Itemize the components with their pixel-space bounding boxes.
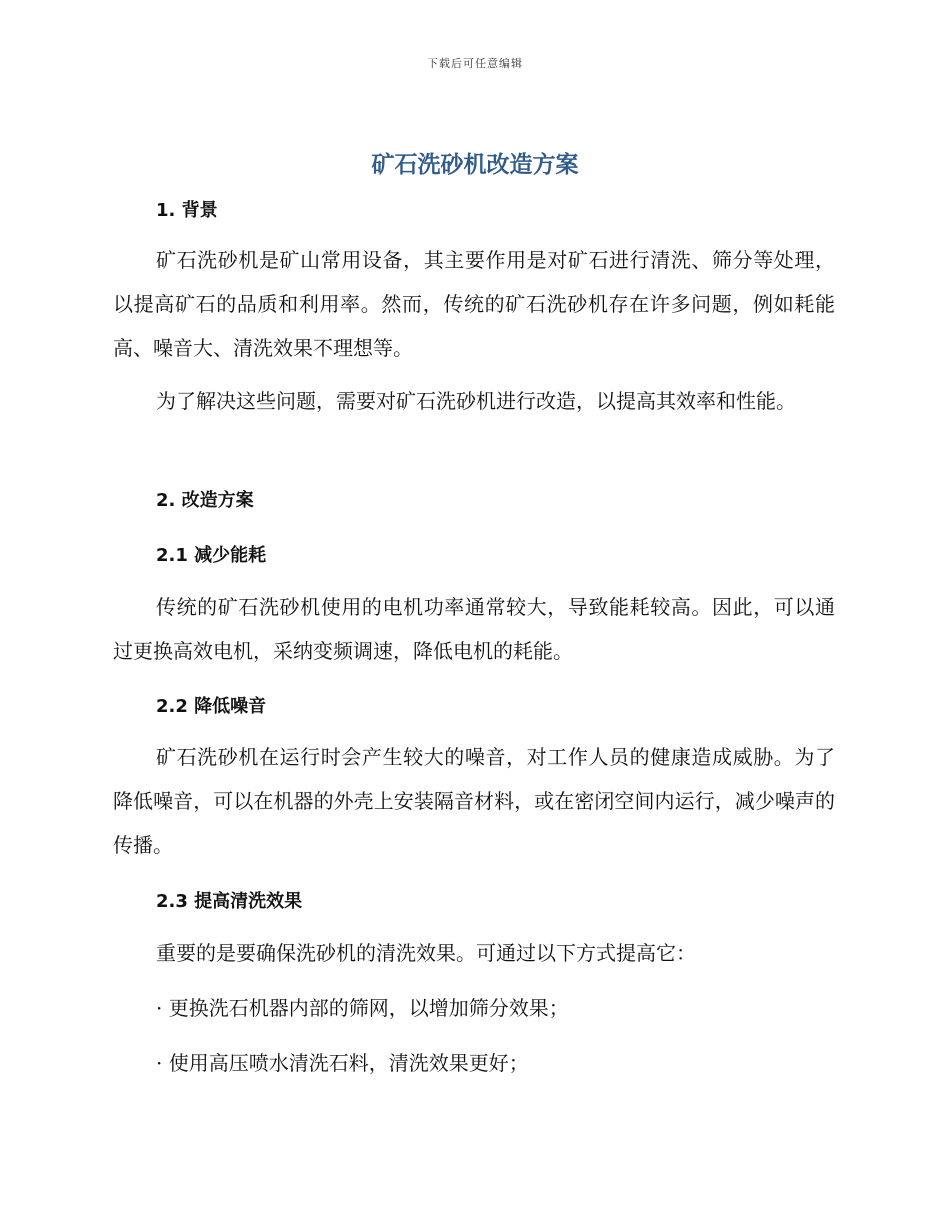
paragraph-background-problems: 矿石洗砂机是矿山常用设备，其主要作用是对矿石进行清洗、筛分等处理，以提高矿石的品质和利用率。然而，传统的矿石洗砂机存在许多问题，例如耗能高、噪音大、清洗效果不理想等。 <box>113 248 835 360</box>
list-item-water-jet: · 使用高压喷水清洗石料，清洗效果更好； <box>156 1051 529 1075</box>
section-heading-background: 1. 背景 <box>156 200 218 221</box>
document-title: 矿石洗砂机改造方案 <box>371 152 579 178</box>
subsection-heading-energy: 2.1 减少能耗 <box>156 545 267 566</box>
paragraph-noise: 矿石洗砂机在运行时会产生较大的噪音，对工作人员的健康造成威胁。为了降低噪音，可以在机器的外壳上安装隔音材料，或在密闭空间内运行，减少噪声的传播。 <box>113 745 835 857</box>
paragraph-background-goal: 为了解决这些问题，需要对矿石洗砂机进行改造，以提高其效率和性能。 <box>156 389 796 413</box>
paragraph-energy: 传统的矿石洗砂机使用的电机功率通常较大，导致能耗较高。因此，可以通过更换高效电机，采纳变频调速，降低电机的耗能。 <box>113 595 835 663</box>
subsection-heading-cleaning: 2.3 提高清洗效果 <box>156 891 303 912</box>
list-item-screen: · 更换洗石机器内部的筛网，以增加筛分效果； <box>156 996 569 1020</box>
paragraph-cleaning: 重要的是要确保洗砂机的清洗效果。可通过以下方式提高它： <box>156 941 696 965</box>
section-heading-plan: 2. 改造方案 <box>156 490 254 511</box>
page-header: 下载后可任意编辑 <box>427 57 523 70</box>
subsection-heading-noise: 2.2 降低噪音 <box>156 696 267 717</box>
